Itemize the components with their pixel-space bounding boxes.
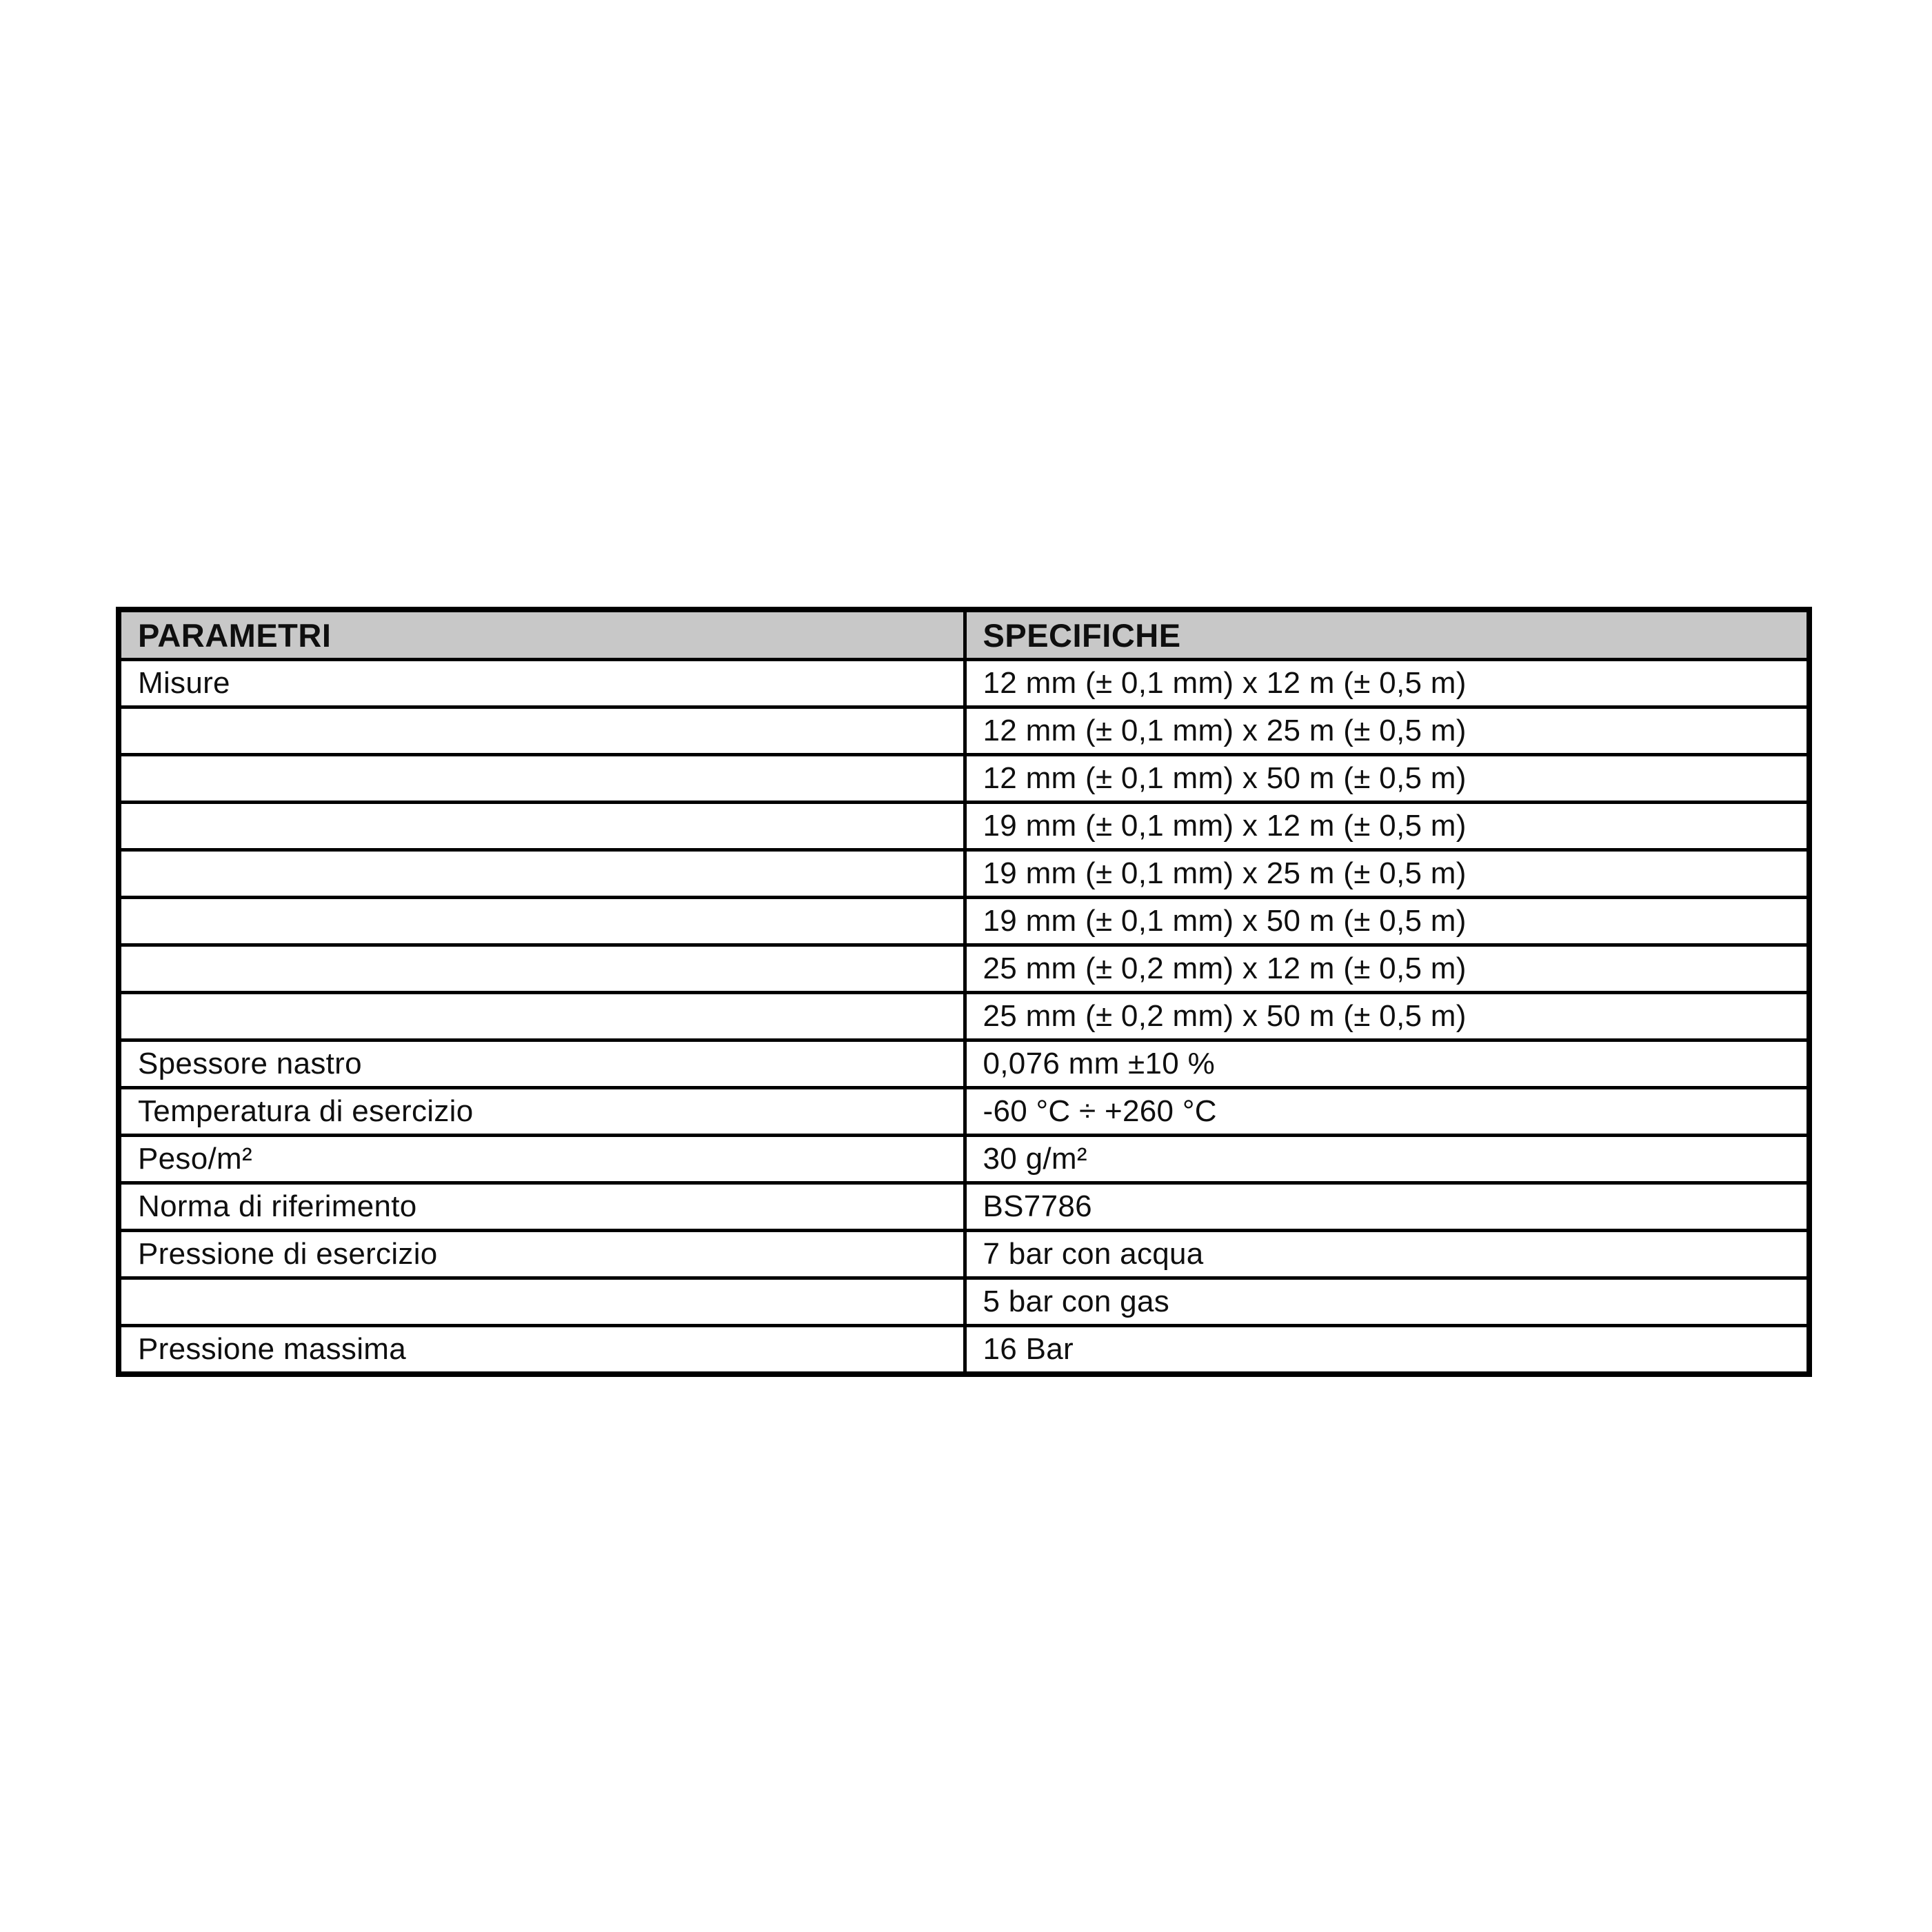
param-cell xyxy=(119,1278,965,1326)
param-cell xyxy=(119,803,965,850)
spec-cell: 30 g/m² xyxy=(965,1136,1809,1183)
table-row xyxy=(119,1278,1809,1326)
table-row xyxy=(119,1183,1809,1231)
table-header-row xyxy=(119,610,1809,660)
param-cell xyxy=(119,707,965,755)
param-cell: Norma di riferimento xyxy=(119,1183,965,1231)
column-header-parametri: PARAMETRI xyxy=(119,610,965,660)
spec-cell: 19 mm (± 0,1 mm) x 50 m (± 0,5 m) xyxy=(965,898,1809,945)
table-row xyxy=(119,898,1809,945)
spec-cell: -60 °C ÷ +260 °C xyxy=(965,1088,1809,1136)
column-header-specifiche: SPECIFICHE xyxy=(965,610,1809,660)
spec-cell: 12 mm (± 0,1 mm) x 25 m (± 0,5 m) xyxy=(965,707,1809,755)
table-row xyxy=(119,660,1809,707)
table-row xyxy=(119,755,1809,803)
table-row xyxy=(119,1040,1809,1088)
spec-cell: 0,076 mm ±10 % xyxy=(965,1040,1809,1088)
table-row xyxy=(119,1136,1809,1183)
param-cell: Pressione massima xyxy=(119,1326,965,1375)
spec-cell: 7 bar con acqua xyxy=(965,1231,1809,1278)
spec-cell: 5 bar con gas xyxy=(965,1278,1809,1326)
spec-cell: 19 mm (± 0,1 mm) x 25 m (± 0,5 m) xyxy=(965,850,1809,898)
spec-table xyxy=(116,607,1812,1377)
spec-cell: 12 mm (± 0,1 mm) x 50 m (± 0,5 m) xyxy=(965,755,1809,803)
param-cell xyxy=(119,898,965,945)
spec-cell: 16 Bar xyxy=(965,1326,1809,1375)
table-row xyxy=(119,850,1809,898)
spec-cell: 25 mm (± 0,2 mm) x 50 m (± 0,5 m) xyxy=(965,993,1809,1040)
table-row xyxy=(119,1326,1809,1375)
table-row xyxy=(119,1231,1809,1278)
table-row xyxy=(119,945,1809,993)
param-cell xyxy=(119,755,965,803)
spec-cell: BS7786 xyxy=(965,1183,1809,1231)
table-row xyxy=(119,707,1809,755)
param-cell xyxy=(119,945,965,993)
table-row xyxy=(119,1088,1809,1136)
table-row xyxy=(119,993,1809,1040)
spec-cell: 12 mm (± 0,1 mm) x 12 m (± 0,5 m) xyxy=(965,660,1809,707)
table-row xyxy=(119,803,1809,850)
spec-cell: 25 mm (± 0,2 mm) x 12 m (± 0,5 m) xyxy=(965,945,1809,993)
param-cell: Temperatura di esercizio xyxy=(119,1088,965,1136)
spec-cell: 19 mm (± 0,1 mm) x 12 m (± 0,5 m) xyxy=(965,803,1809,850)
param-cell: Pressione di esercizio xyxy=(119,1231,965,1278)
param-cell xyxy=(119,993,965,1040)
param-cell: Spessore nastro xyxy=(119,1040,965,1088)
param-cell xyxy=(119,850,965,898)
param-cell: Misure xyxy=(119,660,965,707)
param-cell: Peso/m² xyxy=(119,1136,965,1183)
